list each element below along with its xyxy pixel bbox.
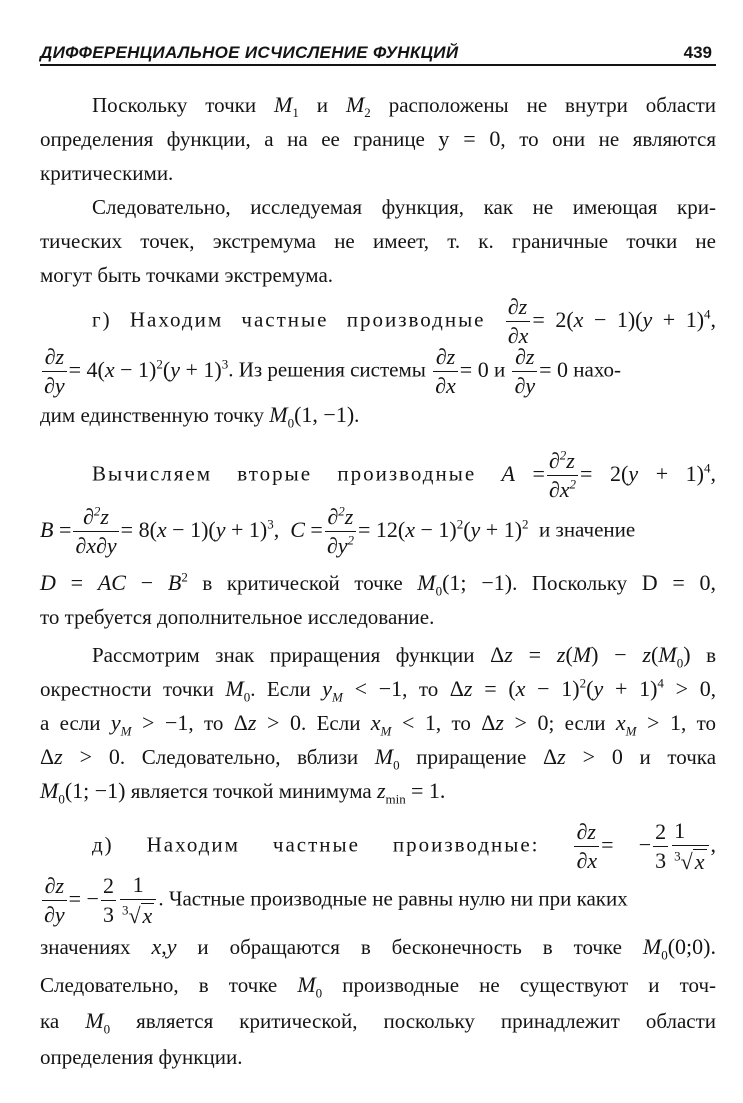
text-line: определения функции. <box>40 1045 243 1069</box>
text-line: B = $\frac{\partial^2z}{\partial x\partial y}$ = $8(x - 1)(y + 1)^3$, C = $\frac{\partial^2z}{\partial y^2}$ = $12(x - 1)^2(y + 1)^2$ и значение <box>40 503 636 558</box>
text-line: ка $M_0$ является критической, поскольку принадлежит области <box>40 1008 717 1037</box>
running-head-title: ДИФФЕРЕНЦИАЛЬНОЕ ИСЧИСЛЕНИЕ ФУНКЦИЙ <box>40 43 459 62</box>
math-y-eq-0: y = 0 <box>438 126 501 151</box>
text-line: определения функции, а на ее границе y = 0, то они не являются <box>40 126 716 151</box>
text-line: D = AC − $B^2$ в критической точке $M_0(1$; −1). Поскольку D = 0, <box>40 569 717 599</box>
text-line: Вычисляем вторые производные A = $\frac{\partial^2z}{\partial x^2}$ = $2(y + 1)^4$, <box>92 447 716 502</box>
text-line: $\frac{\partial z}{\partial y}$ = − $\frac{2}{3}$ $\frac{1}{^3√x}$ . Частные производные не равны нулю ни при каких <box>44 872 628 928</box>
text-line: критическими. <box>40 161 174 185</box>
text-line: $M_0(1$; −1) является точкой минимума $z_{min} = 1$. <box>40 778 446 807</box>
text-line: окрестности точки $M_0$. Если $y_M < -1$, то $\Delta z = (x - 1)^2(y + 1)^4 > 0$, <box>40 675 717 705</box>
text-line: значениях x,y и обращаются в бесконечность в точке $M_0(0;0)$. <box>40 934 716 963</box>
text-line: $\frac{\partial z}{\partial y}$ = $4(x - 1)^2(y + 1)^3$. Из решения системы $\frac{\partial z}{\partial x}$ = 0 и $\frac{\partial z}{\partial y}$ = 0 нахо- <box>44 344 622 398</box>
page-number: 439 <box>683 43 712 62</box>
text-line: Поскольку точки $M_1$ и $M_2$ расположены не внутри области <box>92 92 717 121</box>
text-line: то требуется дополнительное исследование. <box>40 605 435 629</box>
text-line: г) Находим частные производные $\frac{\partial z}{\partial x}$ = $2(x - 1)(y + 1)^4$, <box>92 294 717 348</box>
text-line: д) Находим частные производные: $\frac{\partial z}{\partial x}$ = − $\frac{2}{3}$ $\frac{1}{^3√x}$ , <box>92 818 716 874</box>
text-line: дим единственную точку $M_0(1$, −1). <box>40 402 360 431</box>
text-line: могут быть точками экстремума. <box>40 263 334 287</box>
text-line: Δz > 0. Следовательно, вблизи $M_0$ приращение Δz > 0 и точка <box>40 744 717 773</box>
text-line: а если $y_M > -1$, то Δz > 0. Если $x_M < 1$, то Δz > 0; если $x_M > 1$, то <box>40 710 717 739</box>
running-header <box>40 34 716 66</box>
text-line: Следовательно, исследуемая функция, как не имеющая кри- <box>92 195 716 219</box>
text-line: Рассмотрим знак приращения функции $\Delta z = z(M) - z(M_0)$ в <box>92 642 717 671</box>
text-line: тических точек, экстремума не имеет, т. к. граничные точки не <box>40 229 716 253</box>
text-line: Следовательно, в точке $M_0$ производные не существуют и точ- <box>40 972 717 1001</box>
